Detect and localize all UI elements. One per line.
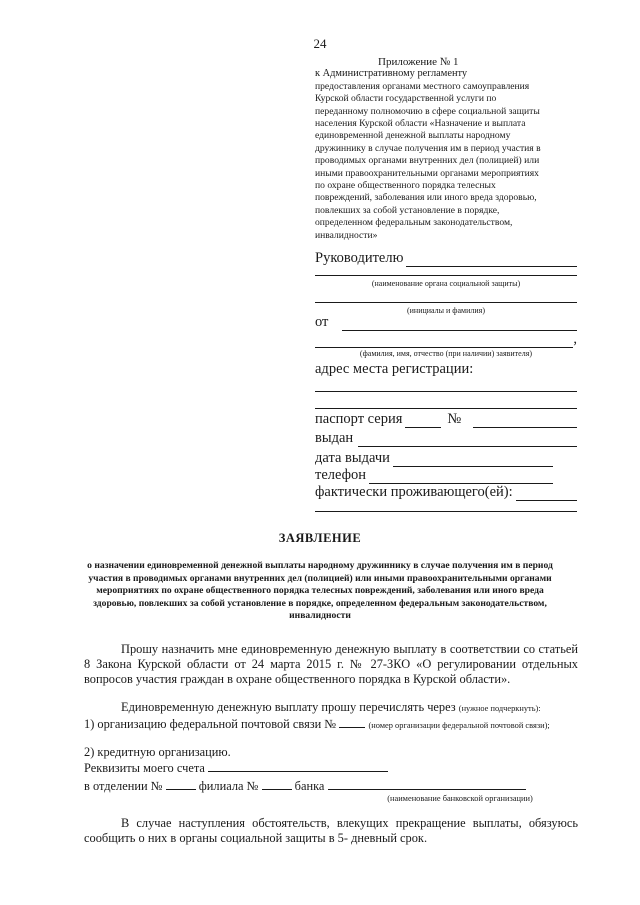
branch-row [84,779,578,794]
from-label: от [315,314,329,330]
statement-subheading: о назначении единовременной денежной выплаты народному дружиннику в случае получения им в период участия в проводимых органами внутренних дел (полицией) или иными правоохранительными органами мероприятиях по охране общественного порядка телесных повреждений, заболевания или иного вреда здоровью, повлекших за собой установление в порядке, определенном федеральным законодательством, инвалидности [87,560,553,622]
caption-applicant: (фамилия, имя, отчество (при наличии) заявителя) [359,349,533,358]
issue-date-label: дата выдачи [315,450,390,466]
residence-field-2[interactable] [315,511,577,512]
appendix-line: переданному полномочию в сфере социальной защиты [315,105,540,117]
filial-number-field[interactable] [262,779,292,790]
caption-agency: (наименование органа социальной защиты) [371,279,521,288]
to-head-label: Руководителю [315,250,404,266]
bank-name-field[interactable] [328,779,526,790]
appendix-to-line: к Административному регламенту [315,68,468,80]
from-row [315,314,577,331]
closing-paragraph: В случае наступления обстоятельств, влекущих прекращение выплаты, обязуюсь сообщить о них в органы социальной защиты в 5- дневный срок. [84,816,578,845]
residence-field[interactable] [516,487,577,501]
option2: 2) кредитную организацию. [84,745,231,759]
agency-name-field[interactable] [315,275,577,276]
branch-bank-label: банка [294,779,325,793]
passport-series-label: паспорт серия [315,411,403,427]
account-row [84,761,578,776]
passport-series-field[interactable] [405,414,441,428]
registration-field-1[interactable] [315,391,577,392]
trailing-comma: , [573,331,577,347]
appendix-line: дружиннику в случае получения им в период участия в [315,142,541,154]
registration-label: адрес места регистрации: [315,361,474,377]
appendix-line: повреждений, заболевания или иного вреда здоровью, [315,192,537,204]
appendix-line: Курской области государственной услуги по [315,93,497,105]
passport-number-sign: № [447,411,462,427]
passport-number-field[interactable] [473,414,577,428]
appendix-line: проводимых органами внутренних дел (полицией) или [315,155,540,167]
phone-field[interactable] [369,470,553,484]
account-label: Реквизиты моего счета [84,761,205,775]
appendix-line: населения Курской области «Назначение и выплата [315,118,526,130]
appendix-line: инвалидности» [315,229,378,241]
issued-row [315,430,577,447]
appendix-header [315,56,577,242]
to-head-row [315,250,577,267]
appendix-line: предоставления органами местного самоуправления [315,80,530,92]
issue-date-row [315,450,577,467]
statement-heading: ЗАЯВЛЕНИЕ [278,531,362,545]
post-office-number-field[interactable] [339,717,365,728]
transfer-line [84,700,578,716]
issued-label: выдан [315,430,354,446]
residence-label: фактически проживающего(ей): [315,484,513,500]
applicant-second-row [315,331,577,348]
appendix-line: единовременной денежной выплаты народному [315,130,511,142]
passport-row [315,411,577,428]
appendix-title: Приложение № 1 [378,56,459,68]
caption-initials: (инициалы и фамилия) [406,306,486,315]
applicant-name-field-2[interactable] [315,334,573,348]
appendix-line: иными правоохранительными органами мероприятиях [315,167,539,179]
caption-bank: (наименование банковской организации) [387,794,533,803]
option1-note: (номер организации федеральной почтовой связи); [368,721,550,730]
initials-field[interactable] [315,302,577,303]
issued-by-field[interactable] [358,433,577,447]
option1 [84,717,578,733]
head-name-field[interactable] [406,253,577,267]
issue-date-field[interactable] [393,453,553,467]
appendix-line: повлекших за собой установление в порядке, [315,204,500,216]
appendix-line: определенном федеральным законодательством, [315,217,513,229]
branch-prefix: в отделении № [84,779,163,793]
transfer-text: Единовременную денежную выплату прошу перечислять через [121,700,456,714]
branch-number-field[interactable] [166,779,196,790]
phone-label: телефон [315,467,367,483]
residence-row [315,484,577,501]
request-paragraph: Прошу назначить мне единовременную денежную выплату в соответствии со статьей 8 Закона Курской области от 24 марта 2015 г. № 27-ЗКО «О регулировании отдельных вопросов участия граждан в охране общественного порядка в Курской области». [84,642,578,686]
page-number: 24 [313,36,327,51]
transfer-note: (нужное подчеркнуть): [458,704,541,713]
registration-field-2[interactable] [315,408,577,409]
applicant-name-field[interactable] [342,317,577,331]
option1-prefix: 1) организацию федеральной почтовой связи № [84,717,337,731]
appendix-line: по охране общественного порядка телесных [315,180,496,192]
branch-filial-label: филиала № [198,779,259,793]
account-number-field[interactable] [208,761,388,772]
phone-row [315,467,577,484]
